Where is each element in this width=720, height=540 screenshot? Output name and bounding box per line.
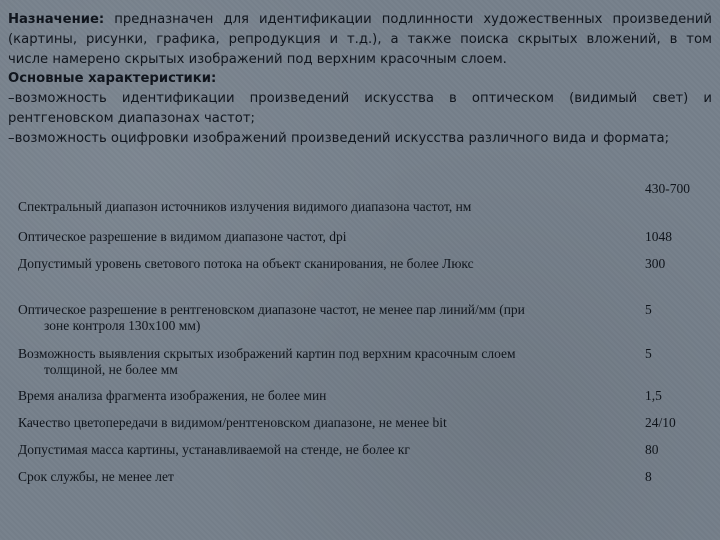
spec-label: Срок службы, не менее лет (18, 469, 174, 484)
purpose-line-1 (8, 10, 712, 30)
spec-label-line-1: Оптическое разрешение в рентгеновском диапазоне частот, не менее пар линий/мм (при (18, 302, 525, 317)
spec-label-line-2: толщиной, не более мм (44, 362, 178, 377)
purpose-text-3: числе намерено скрытых изображений под верхним красочным слоем. (8, 51, 507, 67)
purpose-label: Назначение: (8, 12, 105, 27)
spec-label: Допустимая масса картины, устанавливаемой на стенде, не более кг (18, 442, 410, 457)
feature-1-text-2: рентгеновском диапазонах частот; (8, 110, 255, 126)
spec-value: 8 (645, 469, 652, 484)
spec-value: 24/10 (645, 415, 676, 430)
spec-value: 80 (645, 442, 659, 457)
purpose-text-1: предназначен для идентификации подлинности художественных произведений (114, 12, 712, 27)
purpose-line-3 (8, 50, 712, 70)
spec-label-line-2: зоне контроля 130х100 мм) (44, 318, 201, 333)
spec-value: 430-700 (645, 181, 690, 196)
feature-2-line (8, 129, 712, 149)
spec-row (18, 229, 708, 256)
spec-label-line-1: Возможность выявления скрытых изображений картин под верхним красочным слоем (18, 346, 516, 361)
spec-label: Время анализа фрагмента изображения, не более мин (18, 388, 327, 403)
feature-2-text: –возможность оцифровки изображений произведений искусства различного вида и формата; (8, 130, 670, 146)
spec-label: Спектральный диапазон источников излучения видимого диапазона частот, нм (18, 199, 472, 214)
spec-value: 300 (645, 256, 666, 271)
spec-row (18, 256, 708, 302)
spec-value: 5 (645, 346, 652, 361)
features-title-line (8, 69, 712, 89)
feature-1-text-1: –возможность идентификации произведений искусства в оптическом (видимый свет) и (8, 91, 712, 107)
spec-row (18, 415, 708, 442)
intro-block (8, 10, 712, 149)
spec-label (18, 346, 628, 378)
spec-row (18, 442, 708, 469)
spec-value: 1,5 (645, 388, 662, 403)
spec-label: Качество цветопередачи в видимом/рентгеновском диапазоне, не менее bit (18, 415, 447, 430)
purpose-text-2: (картины, рисунки, графика, репродукция и т.д.), а также поиска скрытых вложений, в том (8, 31, 712, 47)
spec-label: Оптическое разрешение в видимом диапазоне частот, dpi (18, 229, 347, 244)
feature-1-line-1 (8, 89, 712, 109)
spec-row (18, 388, 708, 415)
spec-label (18, 302, 628, 334)
spec-row (18, 177, 708, 229)
spec-value: 5 (645, 302, 652, 317)
spec-row (18, 302, 708, 346)
spec-row (18, 346, 708, 388)
specifications-table (18, 177, 708, 493)
spec-value: 1048 (645, 229, 672, 244)
spec-row (18, 469, 708, 493)
feature-1-line-2 (8, 109, 712, 129)
features-title: Основные характеристики: (8, 71, 217, 87)
purpose-line-2 (8, 30, 712, 50)
spec-label: Допустимый уровень светового потока на объект сканирования, не более Люкс (18, 256, 474, 271)
